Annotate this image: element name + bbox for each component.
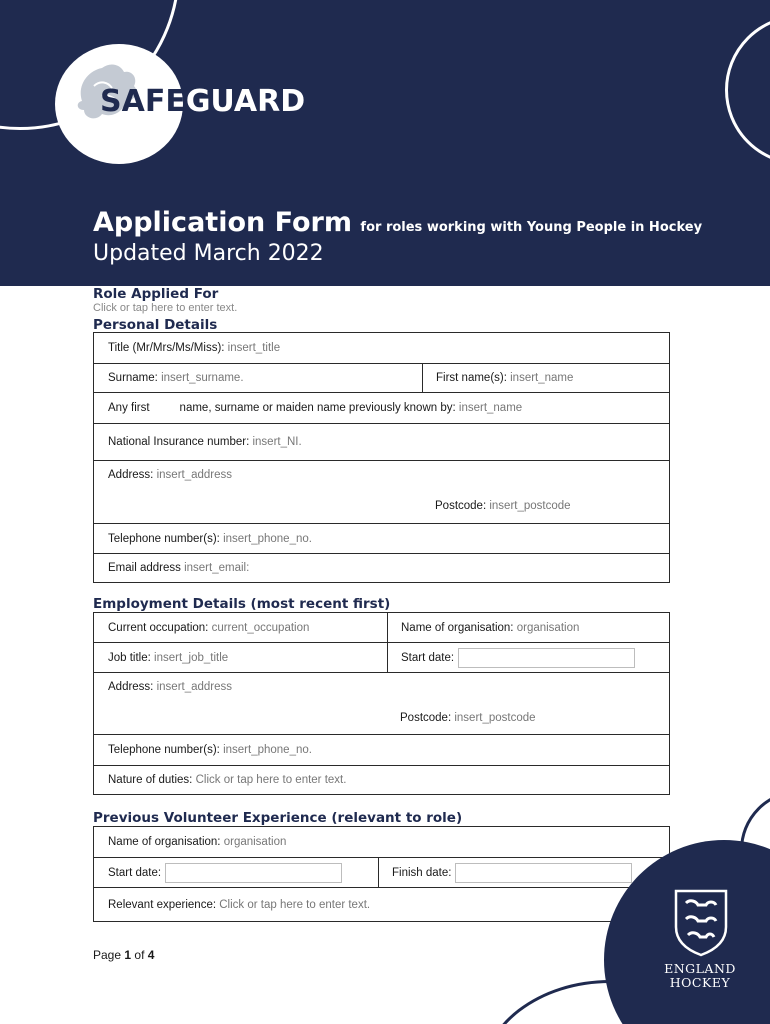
address-field[interactable]: Address: insert_address xyxy=(108,469,233,481)
surname-field[interactable]: Surname: insert_surname. xyxy=(108,372,244,384)
form-subtitle: for roles working with Young People in Hockey xyxy=(360,220,703,235)
role-heading: Role Applied For xyxy=(93,286,219,302)
employer-phone-row xyxy=(94,735,669,766)
volunteer-org-field[interactable]: Name of organisation: organisation xyxy=(108,836,287,848)
employer-address-field[interactable]: Address: insert_address xyxy=(108,681,233,693)
volunteer-finish-date: Finish date: xyxy=(378,858,632,887)
experience-row xyxy=(94,888,669,921)
title-row xyxy=(94,333,669,364)
job-row xyxy=(94,643,669,673)
employment-heading: Employment Details (most recent first) xyxy=(93,596,391,612)
role-input[interactable]: Click or tap here to enter text. xyxy=(93,302,238,314)
personal-details-heading: Personal Details xyxy=(93,317,218,333)
volunteer-finish-date-input[interactable] xyxy=(455,863,632,883)
volunteer-table xyxy=(93,826,670,922)
form-title: Application Form xyxy=(93,207,352,238)
name-row xyxy=(94,364,669,393)
previous-name-field[interactable]: Any first name, surname or maiden name previously known by: insert_name xyxy=(108,402,523,414)
employer-phone-field[interactable]: Telephone number(s): insert_phone_no. xyxy=(108,744,312,756)
email-field[interactable]: Email address insert_email: xyxy=(108,562,250,574)
updated-date: Updated March 2022 xyxy=(93,241,324,266)
ni-number-field[interactable]: National Insurance number: insert_NI. xyxy=(108,436,302,448)
phone-field[interactable]: Telephone number(s): insert_phone_no. xyxy=(108,532,312,545)
employer-name-field[interactable]: Name of organisation: organisation xyxy=(401,621,580,634)
duties-field[interactable]: Nature of duties: Click or tap here to enter text. xyxy=(108,774,347,786)
personal-details-table xyxy=(93,332,670,583)
volunteer-org-row xyxy=(94,827,669,858)
job-title-field[interactable]: Job title: insert_job_title xyxy=(108,651,229,664)
volunteer-heading: Previous Volunteer Experience (relevant to role) xyxy=(93,810,463,826)
first-name-field[interactable]: First name(s): insert_name xyxy=(436,372,574,384)
title-field[interactable]: Title (Mr/Mrs/Ms/Miss): insert_title xyxy=(108,342,281,354)
volunteer-start-date: Start date: xyxy=(94,858,342,887)
employer-postcode-field[interactable]: Postcode: insert_postcode xyxy=(400,712,536,724)
start-date-input[interactable] xyxy=(458,648,635,668)
occupation-field[interactable]: Current occupation: current_occupation xyxy=(108,621,310,634)
phone-row xyxy=(94,524,669,554)
england-hockey-logo: ENGLAND HOCKEY xyxy=(664,961,736,990)
employment-start-date: Start date: xyxy=(387,643,635,672)
previous-name-row xyxy=(94,393,669,424)
header-banner xyxy=(0,0,770,286)
safeguard-logo: SAFEGUARD xyxy=(100,84,306,119)
decorative-arc xyxy=(725,15,770,165)
postcode-field[interactable]: Postcode: insert_postcode xyxy=(435,500,571,512)
page-indicator: Page 1 of 4 xyxy=(93,948,155,962)
page-title xyxy=(93,207,702,238)
volunteer-start-date-input[interactable] xyxy=(165,863,342,883)
occupation-row xyxy=(94,613,669,643)
address-row xyxy=(94,461,669,524)
shield-icon xyxy=(672,887,730,957)
volunteer-dates-row xyxy=(94,858,669,888)
experience-field[interactable]: Relevant experience: Click or tap here to enter text. xyxy=(108,898,371,911)
ni-row xyxy=(94,424,669,461)
email-row xyxy=(94,554,669,582)
employment-table xyxy=(93,612,670,795)
duties-row xyxy=(94,766,669,794)
employer-address-row xyxy=(94,673,669,735)
